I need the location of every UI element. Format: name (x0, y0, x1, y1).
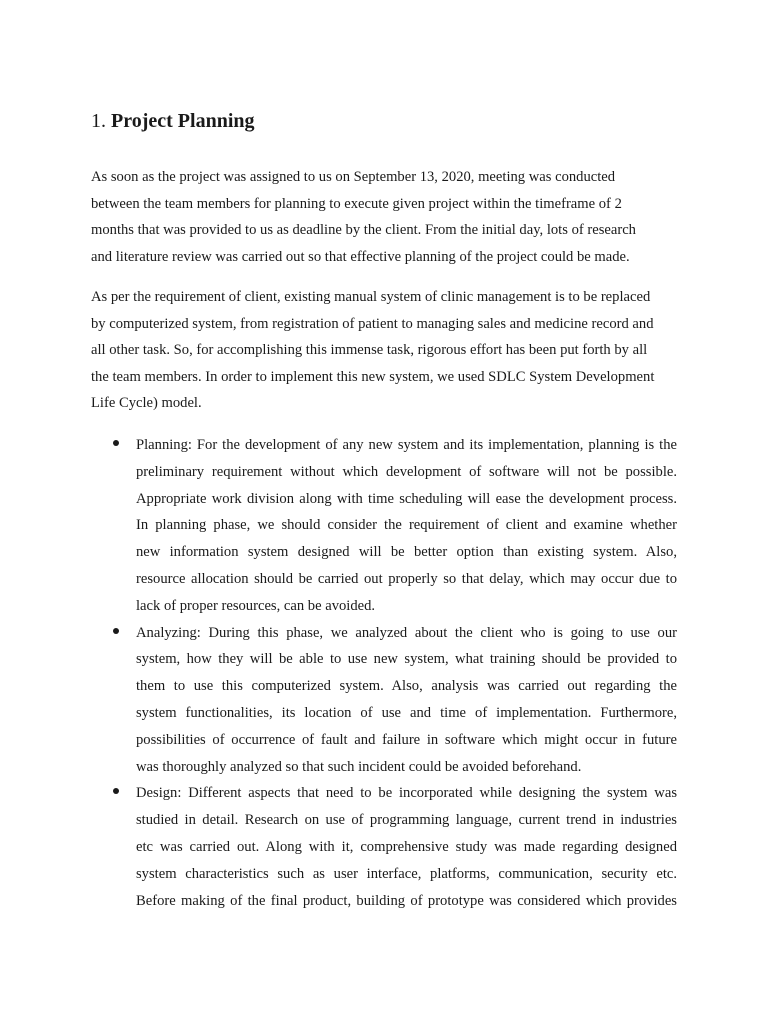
paragraph-line: Life Cycle) model. (91, 395, 202, 412)
list-line: resource allocation should be carried out properly so that delay, which may occur due to (136, 570, 677, 587)
list-item-text (136, 780, 677, 914)
section-number: 1. (91, 110, 106, 132)
list-line: Before making of the final product, building of prototype was considered which provides (136, 892, 677, 909)
list-line: studied in detail. Research on use of programming language, current trend in industries (136, 812, 677, 829)
list-line: them to use this computerized system. Also, analysis was carried out regarding the (136, 678, 677, 695)
paragraph-line: As soon as the project was assigned to us on September 13, 2020, meeting was conducted (91, 169, 616, 185)
list-line: preliminary requirement without which development of software will not be possible. (136, 463, 677, 480)
list-line: possibilities of occurrence of fault and failure in software which might occur in future (136, 731, 677, 748)
list-line: Analyzing: During this phase, we analyzed about the client who is going to use our (136, 624, 677, 641)
list-item-text (136, 620, 677, 781)
list-line: system functionalities, its location of use and time of implementation. Furthermore, (136, 704, 677, 721)
list-line: new information system designed will be better option than existing system. Also, (136, 544, 677, 561)
list-line: was thoroughly analyzed so that such incident could be avoided beforehand. (136, 758, 582, 775)
bullet-icon (113, 788, 119, 794)
list-line: etc was carried out. Along with it, comprehensive study was made regarding designed (136, 838, 677, 855)
list-item-text (136, 432, 677, 620)
bullet-icon (113, 440, 119, 446)
bullet-icon (113, 628, 119, 634)
paragraph-line: and literature review was carried out so that effective planning of the project could be made. (91, 248, 630, 265)
list-line: Appropriate work division along with time scheduling will ease the development process. (136, 490, 677, 507)
paragraph-line: all other task. So, for accomplishing this immense task, rigorous effort has been put forth by all (91, 342, 648, 359)
paragraph-line: As per the requirement of client, existing manual system of clinic management is to be replaced (91, 289, 651, 305)
sdlc-phase-list (0, 432, 768, 914)
paragraph-intro (91, 164, 681, 270)
list-item-design (0, 780, 768, 914)
list-item-analyzing (0, 620, 768, 781)
list-line: system, how they will be able to use new system, what training should be provided to (136, 651, 677, 668)
section-title: Project Planning (111, 110, 255, 132)
list-line: In planning phase, we should consider the requirement of client and examine whether (136, 517, 677, 534)
paragraph-line: between the team members for planning to execute given project within the timeframe of 2 (91, 195, 622, 212)
list-line: Planning: For the development of any new system and its implementation, planning is the (136, 437, 677, 453)
list-item-planning (0, 432, 768, 620)
section-heading (91, 108, 255, 134)
paragraph-requirements (91, 284, 681, 417)
paragraph-line: months that was provided to us as deadline by the client. From the initial day, lots of research (91, 222, 636, 239)
list-line: lack of proper resources, can be avoided. (136, 597, 376, 614)
paragraph-line: the team members. In order to implement this new system, we used SDLC System Development (91, 368, 655, 385)
paragraph-line: by computerized system, from registration of patient to managing sales and medicine record and (91, 315, 654, 332)
list-line: Design: Different aspects that need to be incorporated while designing the system was (136, 785, 677, 802)
list-line: system characteristics such as user interface, platforms, communication, security etc. (136, 865, 677, 882)
